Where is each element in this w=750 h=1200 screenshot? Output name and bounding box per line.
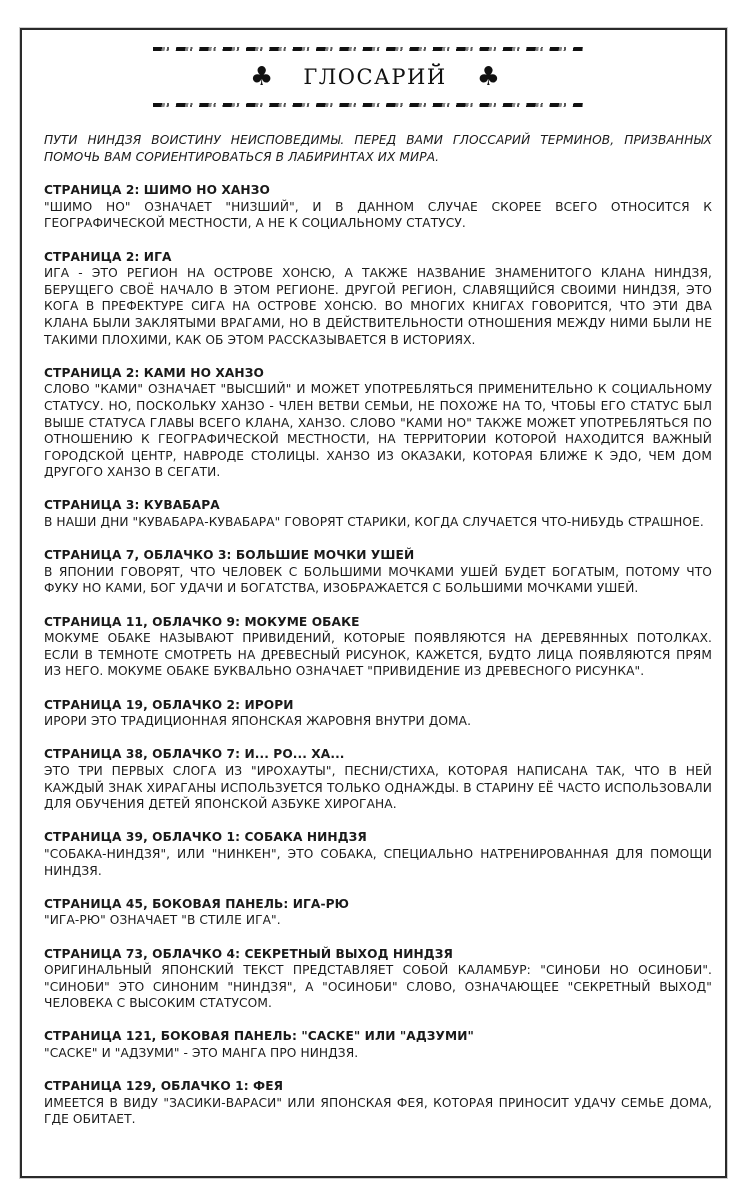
glossary-entry [44,547,712,597]
entry-heading: СТРАНИЦА 2: ИГА [44,249,172,264]
entry-body: "ШИМО НО" ОЗНАЧАЕТ "НИЗШИЙ", И В ДАННОМ СЛУЧАЕ СКОРЕЕ ВСЕГО ОТНОСИТСЯ К ГЕОГРАФИЧЕСКОЙ МЕСТНОСТИ, А НЕ К СОЦИАЛЬНОМУ СТАТУСУ. [44,199,712,231]
entry-heading: СТРАНИЦА 73, ОБЛАЧКО 4: СЕКРЕТНЫЙ ВЫХОД НИНДЗЯ [44,946,453,961]
glossary-header [0,62,750,92]
entry-body: МОКУМЕ ОБАКЕ НАЗЫВАЮТ ПРИВИДЕНИЙ, КОТОРЫЕ ПОЯВЛЯЮТСЯ НА ДЕРЕВЯННЫХ ПОТОЛКАХ. ЕСЛИ В ТЕМНОТЕ СМОТРЕТЬ НА ДРЕВЕСНЫЙ РИСУНОК, КАЖЕТСЯ, БУДТО ЛИЦА ПОЯВЛЯЮТСЯ ПРЯМ ИЗ НЕГО. МОКУМЕ ОБАКЕ БУКВАЛЬНО ОЗНАЧАЕТ "ПРИВИДЕНИЕ ИЗ ДРЕВЕСНОГО РИСУНКА". [44,631,712,679]
entry-body: СЛОВО "КАМИ" ОЗНАЧАЕТ "ВЫСШИЙ" И МОЖЕТ УПОТРЕБЛЯТЬСЯ ПРИМЕНИТЕЛЬНО К СОЦИАЛЬНОМУ СТАТУСУ. НО, ПОСКОЛЬКУ ХАНЗО - ЧЛЕН ВЕТВИ СЕМЬИ, НЕ ПОХОЖЕ НА ТО, ЧТОБЫ ЕГО СТАТУС БЫЛ ВЫШЕ СТАТУСА ГЛАВЫ ВСЕГО КЛАНА, ХАНЗО. СЛОВО "КАМИ НО" ТАКЖЕ МОЖЕТ УПОТРЕБЛЯТЬСЯ ПО ОТНОШЕНИЮ К ГЕОГРАФИЧЕСКОЙ МЕСТНОСТИ, НА ТЕРРИТОРИИ КОТОРОЙ НАХОДИТСЯ ВАЖНЫЙ ГОРОДСКОЙ ЦЕНТР, НАВРОДЕ СТОЛИЦЫ. ХАНЗО ИЗ ОКАЗАКИ, КОТОРАЯ БЛИЖЕ К ЭДО, ЧЕМ ДОМ ДРУГОГО ХАНЗО В СЕГАТИ. [44,382,712,480]
entry-heading: СТРАНИЦА 121, БОКОВАЯ ПАНЕЛЬ: "САСКЕ" ИЛИ "АДЗУМИ" [44,1029,475,1044]
entry-body: ИРОРИ ЭТО ТРАДИЦИОННАЯ ЯПОНСКАЯ ЖАРОВНЯ ВНУТРИ ДОМА. [44,714,472,729]
decorative-divider-bottom [153,103,583,107]
decorative-divider-top [153,47,583,51]
glossary-entry [44,829,712,879]
entry-heading: СТРАНИЦА 11, ОБЛАЧКО 9: МОКУМЕ ОБАКЕ [44,614,360,629]
page-title: ГЛОСАРИЙ [303,65,447,89]
glossary-entry [44,896,712,929]
entry-body: ЭТО ТРИ ПЕРВЫХ СЛОГА ИЗ "ИРОХАУТЫ", ПЕСНИ/СТИХА, КОТОРАЯ НАПИСАНА ТАК, ЧТО В НЕЙ КАЖДЫЙ ЗНАК ХИРАГАНЫ ИСПОЛЬЗУЕТСЯ ТОЛЬКО ОДНАЖДЫ. В СТАРИНУ ЕЁ ЧАСТО ИСПОЛЬЗОВАЛИ ДЛЯ ОБУЧЕНИЯ ДЕТЕЙ ЯПОНСКОЙ АЗБУКЕ ХИРОГАНА. [44,763,712,812]
glossary-entry [44,1078,712,1128]
glossary-entry [44,182,712,232]
glossary-content [44,132,712,1145]
entry-heading: СТРАНИЦА 129, ОБЛАЧКО 1: ФЕЯ [44,1079,284,1094]
glossary-entry [44,249,712,349]
entry-body: ОРИГИНАЛЬНЫЙ ЯПОНСКИЙ ТЕКСТ ПРЕДСТАВЛЯЕТ СОБОЙ КАЛАМБУР: "СИНОБИ НО ОСИНОБИ". "СИНОБИ" ЭТО СИНОНИМ "НИНДЗЯ", А "ОСИНОБИ" СЛОВО, ОЗНАЧАЮЩЕЕ "СЕКРЕТНЫЙ ВЫХОД" ЧЕЛОВЕКА С ВЫСОКИМ СТАТУСОМ. [44,963,712,1011]
glossary-entry [44,1028,712,1061]
entry-heading: СТРАНИЦА 7, ОБЛАЧКО 3: БОЛЬШИЕ МОЧКИ УШЕЙ [44,548,415,563]
intro-paragraph: ПУТИ НИНДЗЯ ВОИСТИНУ НЕИСПОВЕДИМЫ. ПЕРЕД ВАМИ ГЛОССАРИЙ ТЕРМИНОВ, ПРИЗВАННЫХ ПОМОЧЬ ВАМ СОРИЕНТИРОВАТЬСЯ В ЛАБИРИНТАХ ИХ МИРА. [44,133,712,164]
glossary-entry [44,946,712,1012]
glossary-entry [44,697,712,730]
entry-body: "САСКЕ" И "АДЗУМИ" - ЭТО МАНГА ПРО НИНДЗЯ. [44,1046,359,1061]
entry-body: В НАШИ ДНИ "КУВАБАРА-КУВАБАРА" ГОВОРЯТ СТАРИКИ, КОГДА СЛУЧАЕТСЯ ЧТО-НИБУДЬ СТРАШНОЕ. [44,515,704,530]
entry-body: "СОБАКА-НИНДЗЯ", ИЛИ "НИНКЕН", ЭТО СОБАКА, СПЕЦИАЛЬНО НАТРЕНИРОВАННАЯ ДЛЯ ПОМОЩИ НИНДЗЯ. [44,846,712,878]
entry-body: "ИГА-РЮ" ОЗНАЧАЕТ "В СТИЛЕ ИГА". [44,913,281,928]
glossary-entry [44,365,712,481]
club-suit-icon: ♣ [250,62,274,92]
entry-heading: СТРАНИЦА 19, ОБЛАЧКО 2: ИРОРИ [44,697,294,712]
glossary-entry [44,614,712,680]
entry-heading: СТРАНИЦА 45, БОКОВАЯ ПАНЕЛЬ: ИГА-РЮ [44,896,350,911]
glossary-entry [44,746,712,812]
entry-body: ИМЕЕТСЯ В ВИДУ "ЗАСИКИ-ВАРАСИ" ИЛИ ЯПОНСКАЯ ФЕЯ, КОТОРАЯ ПРИНОСИТ УДАЧУ СЕМЬЕ ДОМА, ГДЕ ОБИТАЕТ. [44,1095,712,1127]
entry-heading: СТРАНИЦА 2: ШИМО НО ХАНЗО [44,183,270,198]
entry-heading: СТРАНИЦА 38, ОБЛАЧКО 7: И... РО... ХА... [44,747,345,762]
entry-heading: СТРАНИЦА 2: КАМИ НО ХАНЗО [44,365,264,380]
entry-body: В ЯПОНИИ ГОВОРЯТ, ЧТО ЧЕЛОВЕК С БОЛЬШИМИ МОЧКАМИ УШЕЙ БУДЕТ БОГАТЫМ, ПОТОМУ ЧТО ФУКУ НО КАМИ, БОГ УДАЧИ И БОГАТСТВА, ИЗОБРАЖАЕТСЯ С БОЛЬШИМИ МОЧКАМИ УШЕЙ. [44,564,712,596]
glossary-entry [44,497,712,530]
entry-body: ИГА - ЭТО РЕГИОН НА ОСТРОВЕ ХОНСЮ, А ТАКЖЕ НАЗВАНИЕ ЗНАМЕНИТОГО КЛАНА НИНДЗЯ, БЕРУЩЕГО СВОЁ НАЧАЛО В ЭТОМ РЕГИОНЕ. ДРУГОЙ РЕГИОН, СЛАВЯЩИЙСЯ СВОИМИ НИНДЗЯ, ЭТО КОГА В ПРЕФЕКТУРЕ СИГА НА ОСТРОВЕ ХОНСЮ. ВО МНОГИХ КНИГАХ ГОВОРИТСЯ, ЧТО ЭТИ ДВА КЛАНА БЫЛИ ЗАКЛЯТЫМИ ВРАГАМИ, НО В ДЕЙСТВИТЕЛЬНОСТИ ОТНОШЕНИЯ МЕЖДУ НИМИ БЫЛИ НЕ ТАКИМИ ПЛОХИМИ, КАК ОБ ЭТОМ РАССКАЗЫВАЕТСЯ В ИСТОРИЯХ. [44,266,712,347]
club-suit-icon: ♣ [476,62,500,92]
entry-heading: СТРАНИЦА 3: КУВАБАРА [44,498,220,513]
entry-heading: СТРАНИЦА 39, ОБЛАЧКО 1: СОБАКА НИНДЗЯ [44,830,367,845]
